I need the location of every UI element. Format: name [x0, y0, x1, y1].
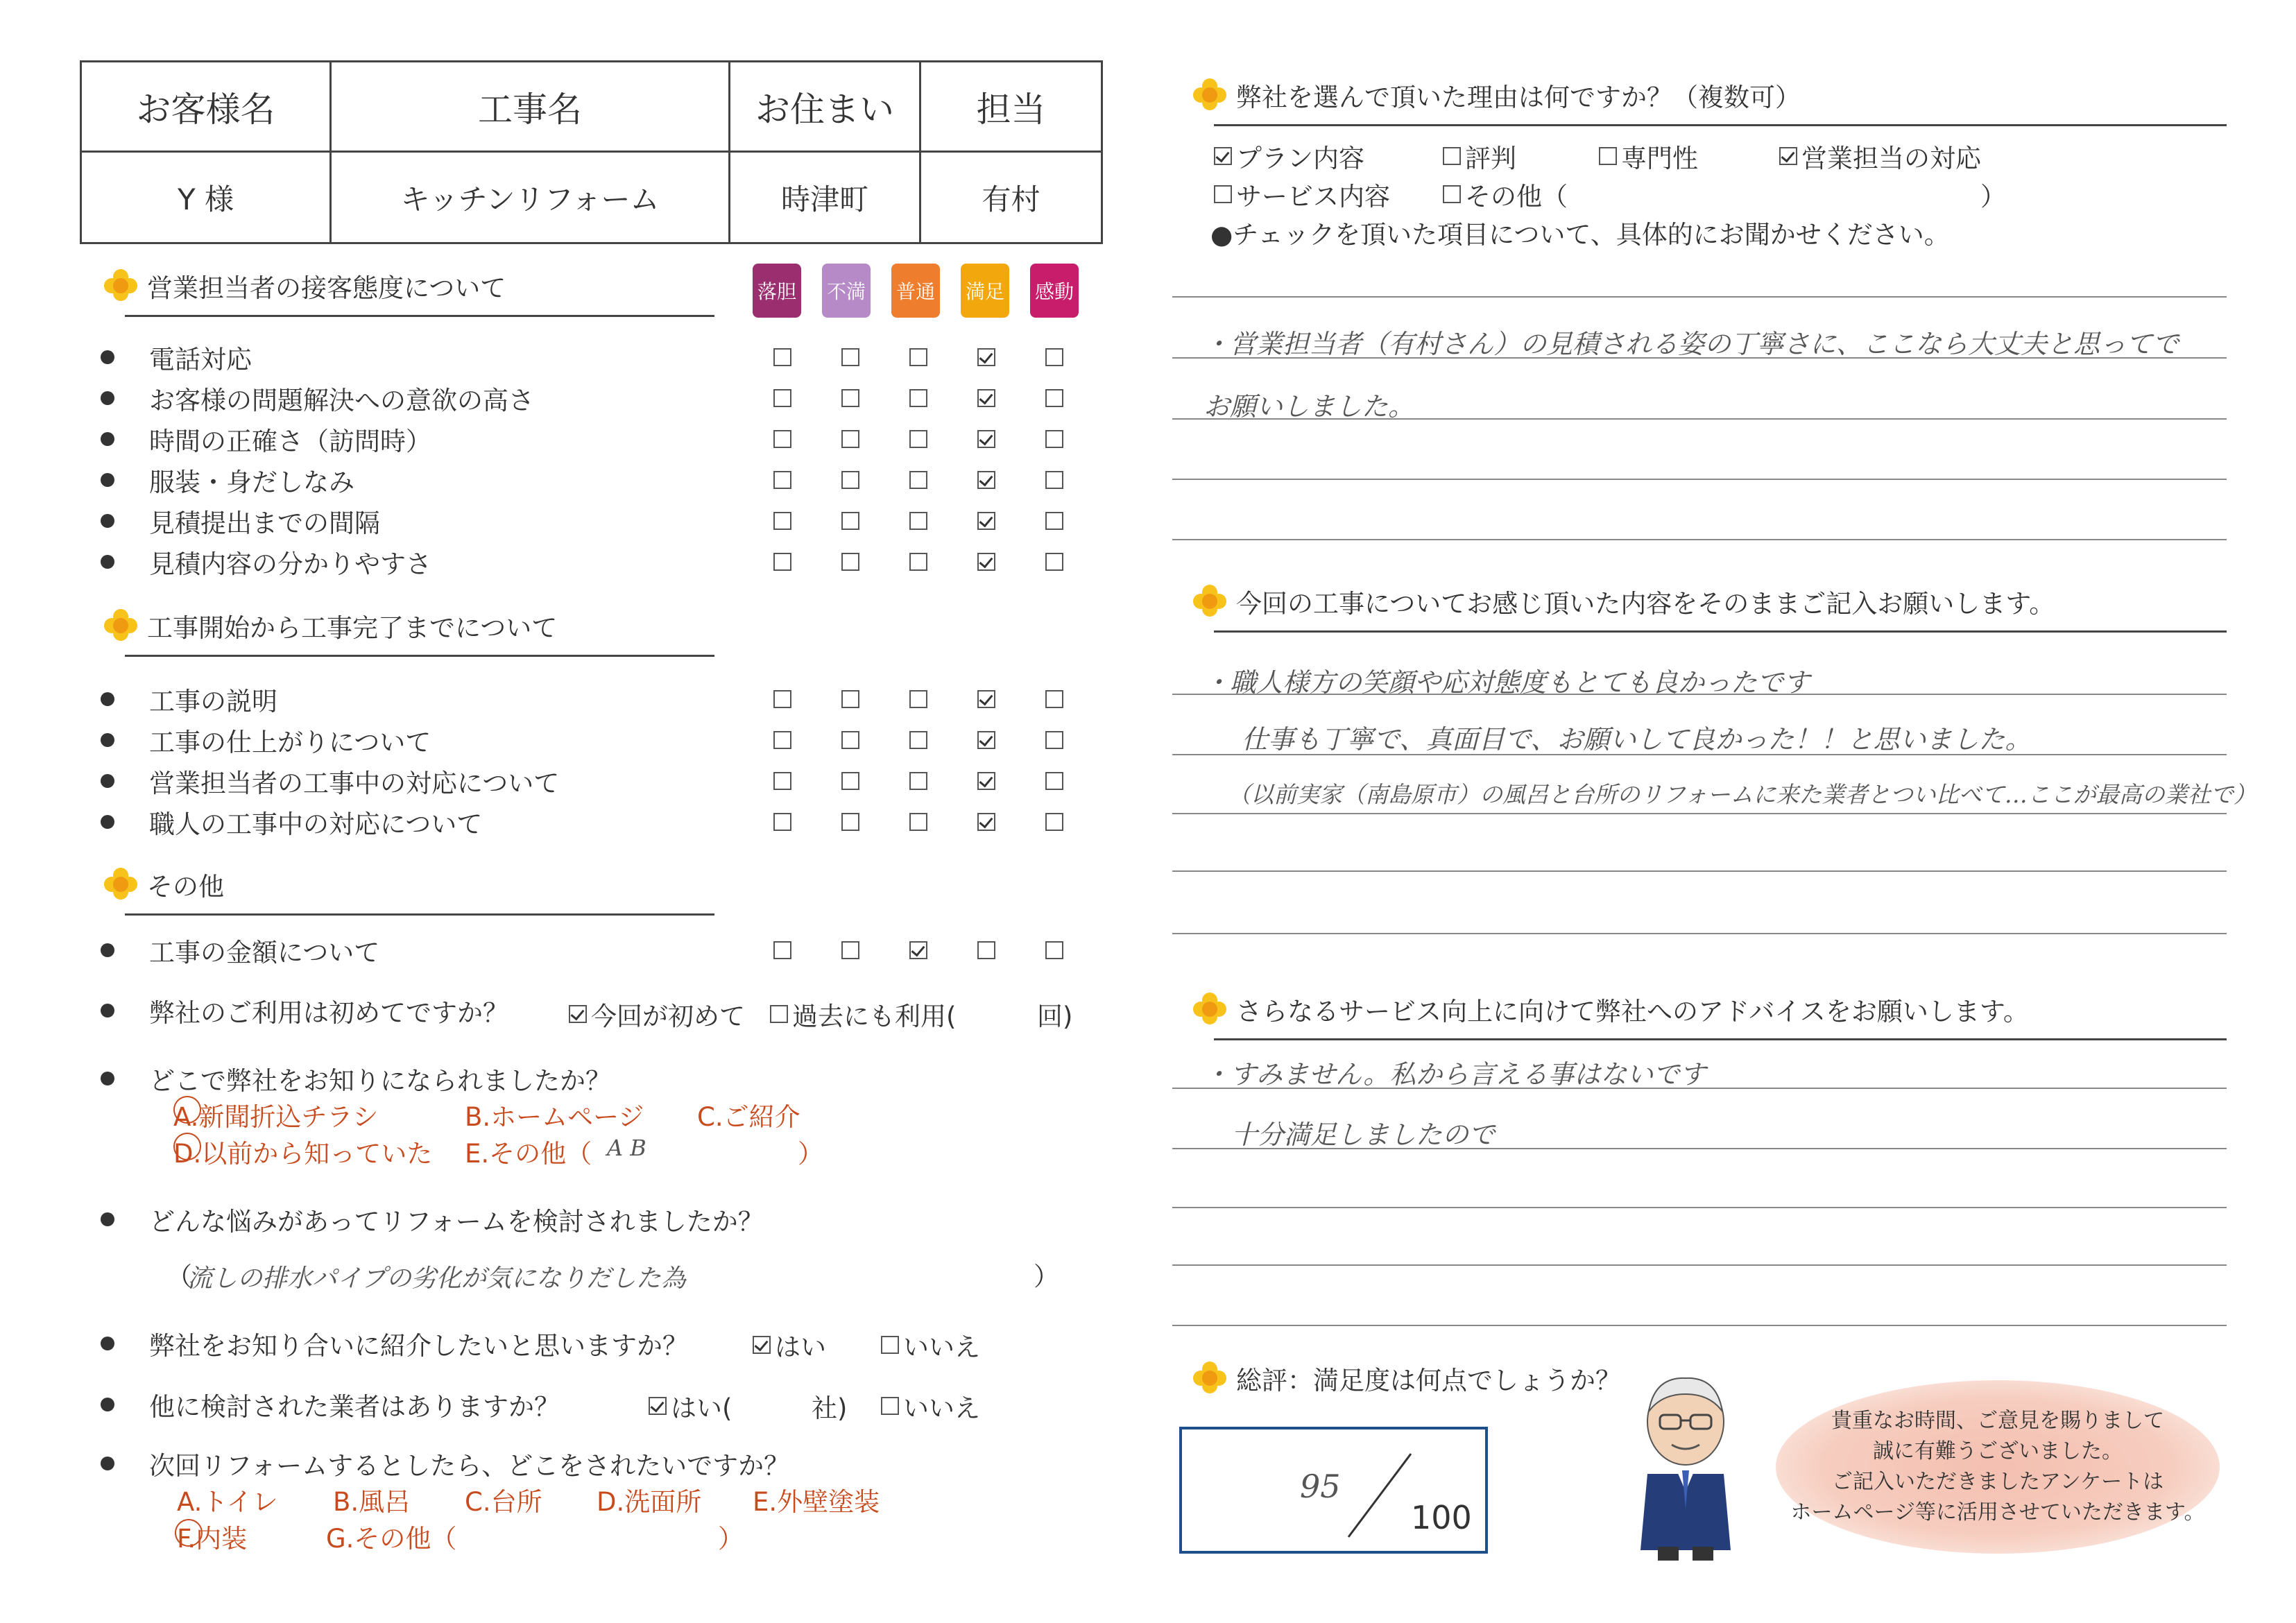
rating-item-row	[101, 764, 559, 798]
rating-item-row	[101, 544, 431, 579]
first-use-count-end: 回)	[1037, 1002, 1073, 1031]
work-name: キッチンリフォーム	[331, 152, 730, 243]
checkbox[interactable]	[1045, 430, 1063, 448]
next-option-a[interactable]: A.トイレ	[177, 1487, 278, 1517]
option-label: D.以前から知っていた	[173, 1139, 433, 1169]
score-max: 100	[1411, 1499, 1472, 1536]
item-next-reform	[101, 1446, 789, 1481]
introduce-no[interactable]	[881, 1326, 980, 1364]
reason-reputation[interactable]	[1443, 137, 1516, 175]
president-mascot-icon	[1627, 1370, 1745, 1564]
section-sales-title: 営業担当者の接客態度について	[147, 273, 506, 303]
option-label: E.その他（	[465, 1139, 592, 1169]
item-label: 弊社をお知り合いに紹介したいと思いますか？	[149, 1331, 688, 1361]
checkbox[interactable]	[841, 731, 859, 749]
col-customer: お客様名	[81, 62, 331, 152]
section-total	[1193, 1359, 1621, 1397]
option-label: プラン内容	[1236, 144, 1364, 173]
bubble-line: 貴重なお時間、ご意見を賜りまして	[1831, 1409, 2164, 1433]
flower-icon	[104, 269, 137, 302]
item-introduce	[101, 1326, 688, 1361]
section-reason-title: 弊社を選んで頂いた理由は何ですか？（複数可）	[1236, 83, 1801, 112]
bullet	[101, 555, 114, 569]
checkbox-checked[interactable]	[977, 772, 995, 790]
item-label: 他に検討された業者はありますか？	[149, 1392, 560, 1422]
price-rating	[773, 933, 1063, 968]
rating-item-row	[101, 340, 252, 375]
bullet	[101, 514, 114, 528]
other-vendor-yes[interactable]	[649, 1387, 732, 1425]
first-use-yes[interactable]	[569, 995, 745, 1033]
bullet	[101, 692, 114, 706]
bullet	[101, 391, 114, 405]
checkbox[interactable]	[909, 512, 927, 530]
reason-sales[interactable]	[1779, 137, 1981, 175]
checkbox[interactable]	[1045, 471, 1063, 489]
rating-item-row	[101, 805, 482, 839]
write-line	[1172, 1264, 2227, 1266]
reason-comment-1: ・営業担当者（有村さん）の見積される姿の丁寧さに、ここなら大丈夫と思ってで	[1203, 329, 2179, 359]
item-label: 職人の工事中の対応について	[149, 809, 483, 839]
option-label: その他（	[1465, 182, 1568, 212]
item-other-vendor	[101, 1387, 560, 1422]
checkbox-checked[interactable]	[977, 512, 995, 530]
rating-checkboxes	[773, 805, 1063, 839]
rating-item-row	[101, 682, 277, 716]
checkbox[interactable]	[773, 772, 791, 790]
checkbox[interactable]	[881, 1397, 899, 1415]
checkbox-checked[interactable]	[753, 1336, 771, 1354]
section-impression-title: 今回の工事についてお感じ頂いた内容をそのままご記入お願いします。	[1236, 589, 2055, 619]
checkbox-checked[interactable]	[977, 813, 995, 831]
flower-icon	[104, 868, 137, 901]
checkbox-checked[interactable]	[909, 941, 927, 959]
item-label: 時間の正確さ（訪問時）	[149, 427, 431, 456]
staff: 有村	[920, 152, 1102, 243]
rating-checkboxes	[773, 340, 1063, 375]
checkbox[interactable]	[1045, 553, 1063, 571]
section-other-title: その他	[147, 872, 224, 902]
option-label: 過去にも利用(	[792, 1002, 957, 1031]
rating-checkboxes	[773, 504, 1063, 538]
checkbox[interactable]	[909, 430, 927, 448]
checkbox[interactable]	[841, 690, 859, 708]
checkbox[interactable]	[1045, 813, 1063, 831]
section-reason	[1193, 76, 2227, 114]
checkbox-checked[interactable]	[977, 690, 995, 708]
bullet	[101, 815, 114, 829]
bullet	[101, 774, 114, 788]
option-label: いいえ	[903, 1332, 980, 1362]
checkbox[interactable]	[841, 772, 859, 790]
item-first-use	[101, 993, 508, 1028]
checkbox[interactable]	[841, 813, 859, 831]
rating-checkboxes	[773, 381, 1063, 415]
rating-checkboxes	[773, 463, 1063, 497]
worry-close: ）	[1034, 1262, 1059, 1291]
checkbox-checked[interactable]	[569, 1005, 587, 1023]
customer-info-table	[80, 60, 1103, 244]
reason-service[interactable]	[1214, 175, 1390, 213]
item-label: どこで弊社をお知りになられましたか？	[149, 1066, 611, 1096]
reason-other-end: ）	[1980, 182, 2006, 212]
option-label: 専門性	[1621, 144, 1698, 173]
rating-item-row	[101, 463, 354, 497]
write-line	[1172, 1325, 2227, 1326]
section-work	[104, 607, 714, 644]
checkbox[interactable]	[1599, 147, 1617, 165]
rating-item-row	[101, 422, 431, 456]
checkbox[interactable]	[881, 1336, 899, 1354]
section-work-title: 工事開始から工事完了までについて	[147, 613, 558, 643]
option-label: 今回が初めて	[591, 1002, 745, 1031]
checkbox[interactable]	[773, 471, 791, 489]
flower-icon	[1193, 78, 1226, 112]
rating-item-row	[101, 723, 431, 757]
checkbox[interactable]	[773, 389, 791, 407]
checkbox-checked[interactable]	[649, 1397, 667, 1415]
checkbox[interactable]	[1045, 941, 1063, 959]
checkbox[interactable]	[909, 731, 927, 749]
option-label: B.ホームページ	[465, 1102, 644, 1132]
section-sales	[104, 267, 714, 304]
checkbox[interactable]	[909, 813, 927, 831]
option-label: はい	[775, 1332, 826, 1362]
checkbox[interactable]	[1443, 185, 1461, 203]
first-use-no[interactable]	[770, 995, 956, 1033]
checkbox-checked[interactable]	[977, 731, 995, 749]
checkbox[interactable]	[1443, 147, 1461, 165]
item-worry	[101, 1202, 764, 1237]
reason-other[interactable]	[1443, 175, 1568, 213]
checkbox[interactable]	[773, 348, 791, 366]
checkbox[interactable]	[909, 553, 927, 571]
checkbox-checked[interactable]	[1214, 147, 1232, 165]
flower-icon	[1193, 1362, 1226, 1395]
reason-plan[interactable]	[1214, 137, 1364, 175]
item-label: お客様の問題解決への意欲の高さ	[149, 386, 534, 415]
write-line	[1172, 933, 2227, 934]
checkbox[interactable]	[841, 430, 859, 448]
checkbox-checked[interactable]	[977, 471, 995, 489]
score-slash	[1342, 1447, 1418, 1544]
next-option-b[interactable]: B.風呂	[333, 1487, 411, 1517]
circle-mark-f	[175, 1519, 203, 1547]
checkbox-checked[interactable]	[977, 430, 995, 448]
advice-comment-1: ・すみません。私から言える事はないです	[1203, 1059, 1706, 1090]
write-line	[1172, 1207, 2227, 1208]
option-label: C.ご紹介	[697, 1102, 800, 1132]
flower-icon	[104, 609, 137, 642]
know-option-e-end: ）	[798, 1139, 823, 1169]
checkbox-checked[interactable]	[1779, 147, 1797, 165]
checkbox[interactable]	[1045, 690, 1063, 708]
bubble-line: ホームページ等に活用させていただきます。	[1790, 1500, 2205, 1525]
checkbox[interactable]	[909, 772, 927, 790]
checkbox-checked[interactable]	[977, 553, 995, 571]
checkbox[interactable]	[841, 512, 859, 530]
rating-legend	[753, 264, 1079, 318]
checkbox-checked[interactable]	[977, 348, 995, 366]
checkbox[interactable]	[1045, 772, 1063, 790]
item-label: 工事の金額について	[149, 938, 380, 968]
section-impression	[1193, 583, 2227, 620]
rating-label-2: 不満	[822, 264, 871, 318]
section-other	[104, 866, 714, 903]
checkbox-checked[interactable]	[977, 389, 995, 407]
impression-comment-1: ・職人様方の笑顔や応対態度もとても良かったです	[1203, 667, 1810, 698]
circle-mark-d	[173, 1133, 201, 1160]
write-line	[1172, 479, 2227, 480]
item-how-known	[101, 1061, 611, 1096]
introduce-yes[interactable]	[753, 1326, 826, 1364]
checkbox[interactable]	[909, 348, 927, 366]
next-option-d[interactable]: D.洗面所	[597, 1487, 702, 1517]
rating-checkboxes	[773, 682, 1063, 716]
rating-label-3: 普通	[891, 264, 940, 318]
checkbox[interactable]	[909, 471, 927, 489]
item-label: 次回リフォームするとしたら、どこをされたいですか？	[149, 1451, 790, 1481]
option-label: いいえ	[903, 1393, 980, 1423]
item-label: 見積内容の分かりやすさ	[149, 549, 431, 579]
checkbox[interactable]	[773, 731, 791, 749]
write-line	[1172, 870, 2227, 872]
rating-checkboxes	[773, 544, 1063, 579]
know-option-e-note: A B	[607, 1135, 646, 1161]
checkbox[interactable]	[1045, 731, 1063, 749]
checkbox[interactable]	[909, 690, 927, 708]
bullet	[101, 733, 114, 747]
checkbox[interactable]	[841, 389, 859, 407]
item-label: 工事の説明	[149, 687, 277, 716]
reason-expertise[interactable]	[1599, 137, 1698, 175]
thanks-bubble	[1776, 1380, 2220, 1554]
checkbox[interactable]	[1045, 348, 1063, 366]
bullet	[101, 432, 114, 446]
col-work-name: 工事名	[331, 62, 730, 152]
item-label: 工事の仕上がりについて	[149, 728, 431, 757]
checkbox[interactable]	[841, 553, 859, 571]
checkbox[interactable]	[773, 690, 791, 708]
next-option-g[interactable]: G.その他（	[326, 1524, 457, 1554]
checkbox[interactable]	[1045, 389, 1063, 407]
checkbox[interactable]	[773, 813, 791, 831]
write-line	[1172, 813, 2227, 814]
checkbox[interactable]	[773, 941, 791, 959]
score-box	[1179, 1427, 1488, 1554]
col-staff: 担当	[920, 62, 1102, 152]
option-label: サービス内容	[1236, 182, 1390, 212]
write-line	[1172, 296, 2227, 298]
next-option-f[interactable]: F.内装	[177, 1524, 248, 1554]
reason-prompt: ●チェックを頂いた項目について、具体的にお聞かせください。	[1210, 220, 1950, 250]
item-price	[101, 933, 379, 968]
checkbox[interactable]	[841, 471, 859, 489]
checkbox[interactable]	[977, 941, 995, 959]
know-option-c[interactable]	[697, 1096, 800, 1133]
option-label: 評判	[1465, 144, 1516, 173]
circle-mark-a	[173, 1096, 201, 1124]
checkbox[interactable]	[770, 1005, 788, 1023]
know-option-d[interactable]	[173, 1133, 432, 1170]
section-advice-title: さらなるサービス向上に向けて弊社へのアドバイスをお願いします。	[1236, 997, 2029, 1027]
worry-open: （	[166, 1262, 192, 1291]
bullet	[101, 350, 114, 364]
score-value: 95	[1300, 1468, 1341, 1505]
other-vendor-company: 社)	[812, 1393, 848, 1423]
rating-item-row	[101, 381, 534, 415]
know-option-e[interactable]	[465, 1133, 592, 1170]
impression-comment-2: 仕事も丁寧で、真面目で、お願いして良かった！！と思いました。	[1242, 724, 2032, 755]
checkbox[interactable]	[841, 348, 859, 366]
item-label: どんな悩みがあってリフォームを検討されましたか？	[149, 1207, 764, 1237]
next-option-e[interactable]: E.外壁塗装	[753, 1487, 880, 1517]
next-option-g-end: ）	[718, 1524, 744, 1554]
checkbox[interactable]	[909, 389, 927, 407]
rating-label-1: 落胆	[753, 264, 801, 318]
rating-checkboxes	[773, 764, 1063, 798]
section-total-title: 総評：満足度は何点でしょうか？	[1236, 1366, 1621, 1396]
col-residence: お住まい	[730, 62, 920, 152]
advice-comment-2: 十分満足しましたので	[1231, 1119, 1496, 1150]
checkbox[interactable]	[773, 553, 791, 571]
customer-name: Y 様	[81, 152, 331, 243]
residence: 時津町	[730, 152, 920, 243]
flower-icon	[1193, 585, 1226, 618]
option-label: A.新聞折込チラシ	[173, 1102, 379, 1132]
reason-comment-2: お願いしました。	[1203, 391, 1415, 422]
rating-label-5: 感動	[1030, 264, 1079, 318]
rating-checkboxes	[773, 723, 1063, 757]
item-label: 弊社のご利用は初めてですか？	[149, 998, 508, 1028]
checkbox[interactable]	[1045, 512, 1063, 530]
item-label: 見積提出までの間隔	[149, 508, 380, 538]
rating-label-4: 満足	[961, 264, 1009, 318]
worry-answer: 流しの排水パイプの劣化が気になりだした為	[187, 1264, 686, 1293]
bullet	[101, 473, 114, 487]
option-label: 営業担当の対応	[1801, 144, 1981, 173]
bubble-line: ご記入いただきましたアンケートは	[1831, 1470, 2164, 1494]
option-label: はい(	[671, 1393, 733, 1423]
checkbox[interactable]	[841, 941, 859, 959]
checkbox[interactable]	[1214, 185, 1232, 203]
item-label: 電話対応	[149, 345, 252, 375]
section-advice	[1193, 990, 2227, 1028]
item-label: 営業担当者の工事中の対応について	[149, 768, 560, 798]
bubble-line: 誠に有難うございました。	[1873, 1439, 2123, 1463]
know-option-a[interactable]	[173, 1096, 378, 1133]
write-line	[1172, 539, 2227, 540]
rating-checkboxes	[773, 422, 1063, 456]
flower-icon	[1193, 993, 1226, 1026]
checkbox[interactable]	[773, 430, 791, 448]
other-vendor-no[interactable]	[881, 1387, 980, 1425]
rating-item-row	[101, 504, 380, 538]
know-option-b[interactable]	[465, 1096, 644, 1133]
item-label: 服装・身だしなみ	[149, 467, 354, 497]
next-option-c[interactable]: C.台所	[465, 1487, 542, 1517]
impression-comment-3: （以前実家（南島原市）の風呂と台所のリフォームに来た業者とつい比べて…ここが最高の業社で）	[1228, 781, 2256, 808]
checkbox[interactable]	[773, 512, 791, 530]
